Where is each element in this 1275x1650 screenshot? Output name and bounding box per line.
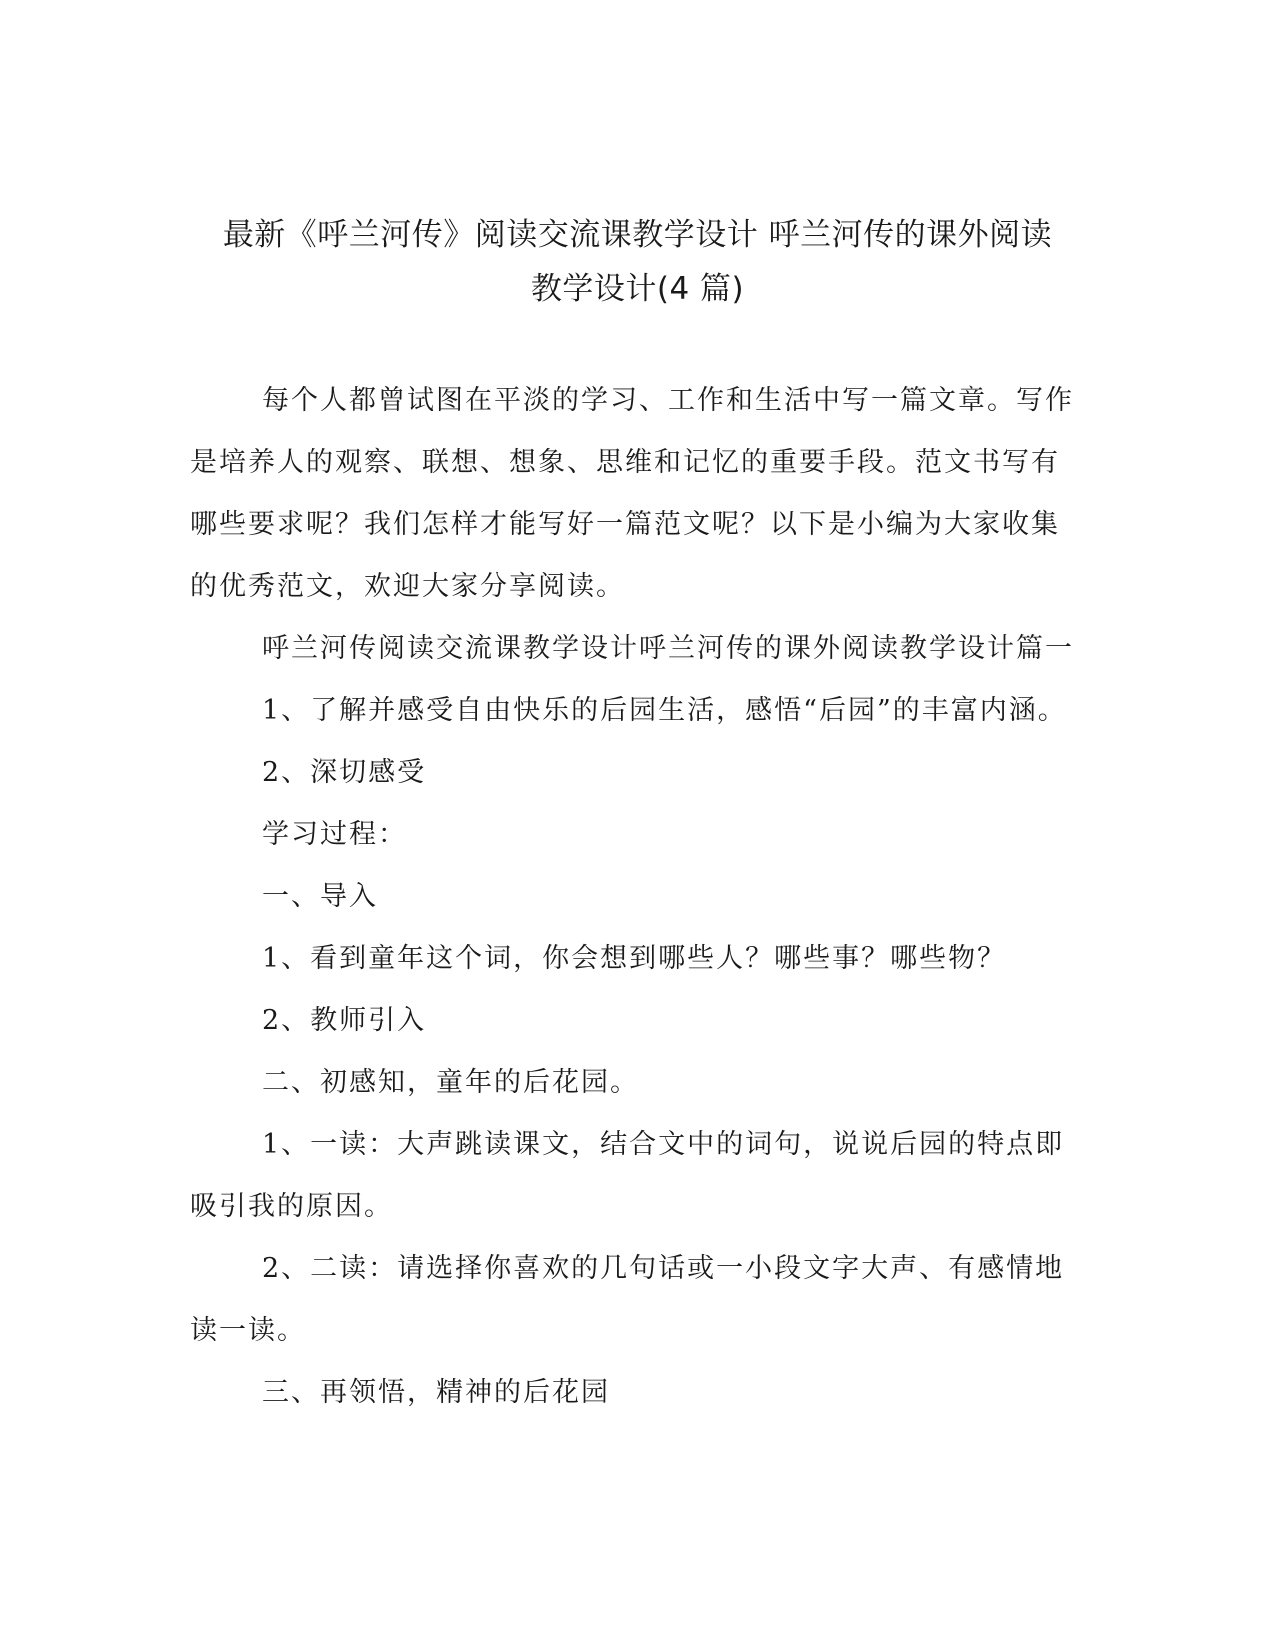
step-2-item-1: 1、一读：大声跳读课文，结合文中的词句，说说后园的特点即 xyxy=(262,1129,1065,1160)
document-body xyxy=(190,370,1074,1424)
step-2-item-2: 2、二读：请选择你喜欢的几句话或一小段文字大声、有感情地 xyxy=(262,1253,1065,1284)
intro-line-1: 每个人都曾试图在平淡的学习、工作和生活中写一篇文章。写作 xyxy=(262,385,1074,416)
goal-item-2: 2、深切感受 xyxy=(262,757,427,788)
intro-line-4: 的优秀范文，欢迎大家分享阅读。 xyxy=(190,571,625,602)
step-2-heading: 二、初感知，童年的后花园。 xyxy=(262,1067,639,1098)
step-2-item-1-cont: 吸引我的原因。 xyxy=(190,1191,393,1222)
intro-line-2: 是培养人的观察、联想、想象、思维和记忆的重要手段。范文书写有 xyxy=(190,447,1060,478)
document-title xyxy=(150,208,1125,316)
title-line-1: 最新《呼兰河传》阅读交流课教学设计 呼兰河传的课外阅读 xyxy=(222,217,1053,253)
title-line-2: 教学设计(4 篇) xyxy=(530,271,745,307)
step-1-heading: 一、导入 xyxy=(262,881,378,912)
goal-item-1: 1、了解并感受自由快乐的后园生活，感悟“后园”的丰富内涵。 xyxy=(262,695,1067,726)
step-1-item-2: 2、教师引入 xyxy=(262,1005,427,1036)
section-heading: 呼兰河传阅读交流课教学设计呼兰河传的课外阅读教学设计篇一 xyxy=(262,633,1074,664)
step-1-item-1: 1、看到童年这个词，你会想到哪些人？哪些事？哪些物？ xyxy=(262,943,1007,974)
step-3-heading: 三、再领悟，精神的后花园 xyxy=(262,1377,610,1408)
intro-line-3: 哪些要求呢？我们怎样才能写好一篇范文呢？以下是小编为大家收集 xyxy=(190,509,1060,540)
process-heading: 学习过程： xyxy=(262,819,407,850)
step-2-item-2-cont: 读一读。 xyxy=(190,1315,306,1346)
